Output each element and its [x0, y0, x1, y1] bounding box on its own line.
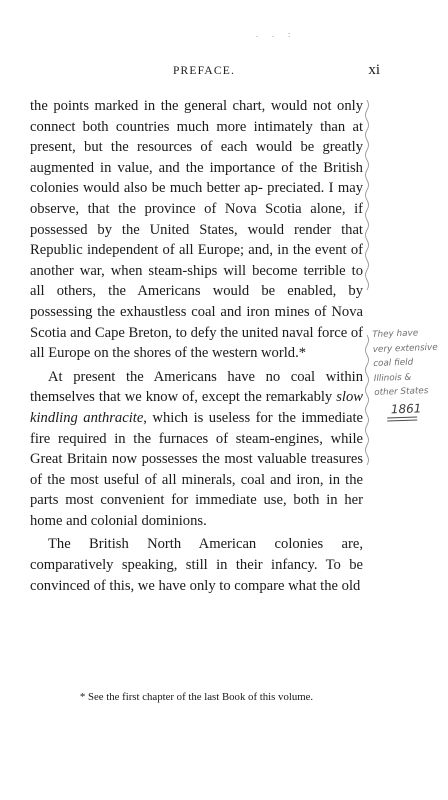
running-head: PREFACE. — [172, 65, 236, 77]
paragraph-3: The British North American colonies are, comparatively speaking, still in their infancy. To be convinced of this, we have only to compare what the old — [30, 536, 363, 594]
page-header — [30, 62, 378, 82]
text-line: preciated. I may observe, that the province of Nova — [30, 180, 363, 217]
note-year: 1861 — [390, 400, 422, 416]
note-line: very extensive — [372, 342, 438, 355]
footnote: * See the first chapter of the last Book of this volume. — [79, 691, 314, 703]
text-line: Scotia alone, if possessed by the United States, would — [30, 200, 364, 238]
text-line: and iron mines of Nova Scotia and Cape Breton, to — [30, 303, 363, 341]
paragraph-2 — [30, 367, 363, 532]
margin-bracket-bottom — [363, 335, 371, 465]
stray-ink-marks: . . : — [256, 30, 297, 39]
paragraph-1 — [30, 96, 363, 364]
text-line: would be enabled, by possessing the exhaustless coal — [30, 283, 363, 320]
text-line: shores of the western world.* — [133, 345, 307, 362]
note-line: They have — [372, 328, 419, 340]
text-run: , which is useless for the immediate fire required in the furnaces of steam-engines, while Great Britain now possesses the most valuable treasures of the most useful of all minerals, coal and iron, in the parts most convenient for immediate use, both in her home and colonial dominions. — [30, 409, 363, 529]
note-line: other States — [374, 386, 429, 398]
margin-bracket-top — [363, 100, 371, 290]
note-underline — [387, 416, 417, 418]
handwritten-margin-note — [372, 325, 448, 488]
note-line: coal field — [373, 357, 414, 369]
text-line: than at present, but the resources of each would be — [30, 118, 363, 156]
page-number: xi — [368, 62, 380, 78]
text-line: the points marked in the general chart, would not — [30, 98, 332, 114]
text-line: greatly augmented in value, and the importance of — [30, 139, 363, 176]
text-line: and, in the event of another war, when steam-ships — [30, 242, 363, 279]
note-underline — [387, 419, 417, 421]
text-line: the British colonies would also be much better ap- — [30, 159, 363, 197]
body-text — [30, 96, 363, 596]
text-line: render that Republic independent of all Europe; — [30, 221, 363, 259]
text-line: will become terrible to all others, the Americans — [30, 262, 363, 300]
text-line: only connect both countries much more intimately — [30, 98, 363, 135]
text-run: At present the Americans have no coal within themselves that we know of, except the remarkably — [30, 368, 363, 406]
text-line: defy the united naval force of all Europe on the — [30, 324, 363, 362]
italic-phrase: slow kindling anthracite — [30, 389, 363, 426]
note-line: Illinois & — [373, 372, 412, 384]
